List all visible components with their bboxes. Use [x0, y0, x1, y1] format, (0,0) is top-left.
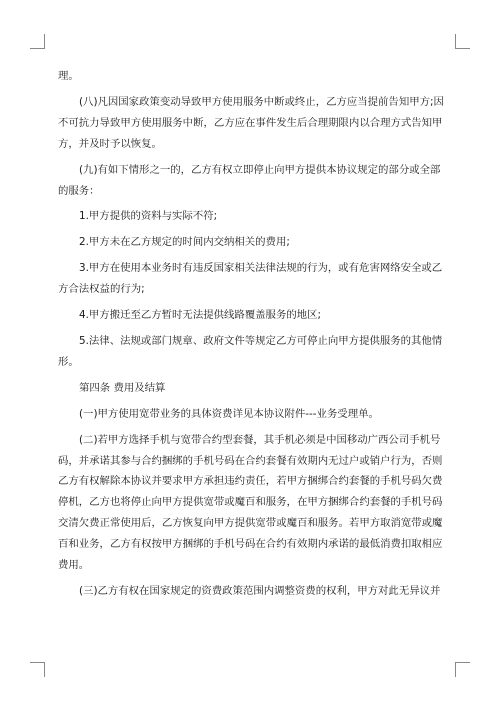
- paragraph: [58, 92, 446, 155]
- text-line: 交清欠费正常使用后，乙方恢复向甲方提供宽带或魔百和服务。若甲方取消宽带或魔: [58, 517, 443, 530]
- text-line: 乙方有权解除本协议并要求甲方承担违约责任，若甲方捆绑合约套餐的手机号码欠费: [58, 475, 443, 488]
- text-line: 5.法律、法规或部门规章、政府文件等规定乙方可停止向甲方提供服务的其他情: [79, 334, 443, 347]
- paragraph: [58, 331, 446, 373]
- text-line: 2.甲方未在乙方规定的时间内交纳相关的费用;: [79, 236, 290, 249]
- paragraph: [58, 66, 446, 87]
- text-line: (二)若甲方选择手机与宽带合约型套餐，其手机必须是中国移动广西公司手机号: [79, 433, 441, 446]
- paragraph: [58, 232, 446, 253]
- paragraph: [58, 305, 446, 326]
- paragraph: [58, 430, 446, 576]
- text-line: (九)有如下情形之一的，乙方有权立即停止向甲方提供本协议规定的部分或全部: [79, 163, 441, 176]
- text-line: 第四条 费用及结算: [79, 381, 166, 394]
- text-line: (八)凡因国家政策变动导致甲方使用服务中断或终止，乙方应当提前告知甲方;因: [79, 95, 444, 108]
- text-line: 形。: [58, 355, 79, 368]
- paragraph: [58, 206, 446, 227]
- crop-mark-top-right: [455, 34, 470, 49]
- text-line: 方，并及时予以恢复。: [58, 137, 162, 150]
- paragraph: [58, 404, 446, 425]
- document-body: [58, 66, 446, 602]
- text-line: 停机，乙方也将停止向甲方提供宽带或魔百和服务，在甲方捆绑合约套餐的手机号码: [58, 496, 443, 509]
- crop-mark-bottom-right: [455, 662, 470, 677]
- text-line: 方合法权益的行为;: [58, 283, 145, 296]
- crop-mark-bottom-left: [30, 662, 45, 677]
- paragraph: [58, 378, 446, 399]
- text-line: 理。: [58, 70, 79, 82]
- text-line: 码，并承诺其参与合约捆绑的手机号码在合约套餐有效期内无过户或销户行为，否则: [58, 454, 443, 467]
- text-line: 3.甲方在使用本业务时有违反国家相关法律法规的行为，或有危害网络安全或乙: [79, 262, 443, 275]
- paragraph: [58, 581, 446, 602]
- text-line: 不可抗力导致甲方使用服务中断，乙方应在事件发生后合理期限内以合理方式告知甲: [58, 116, 443, 129]
- text-line: 1.甲方提供的资料与实际不符;: [79, 210, 218, 223]
- paragraph: [58, 160, 446, 202]
- text-line: 的服务：: [58, 184, 100, 197]
- text-line: 百和业务，乙方有权按甲方捆绑的手机号码在合约有效期内承诺的最低消费扣取相应: [58, 538, 443, 551]
- paragraph: [58, 258, 446, 300]
- crop-mark-top-left: [30, 34, 45, 49]
- text-line: (一)甲方使用宽带业务的具体资费详见本协议附件---业务受理单。: [79, 407, 379, 420]
- text-line: 4.甲方搬迁至乙方暂时无法提供线路覆盖服务的地区;: [79, 309, 322, 322]
- text-line: (三)乙方有权在国家规定的资费政策范围内调整资费的权利，甲方对此无异议并: [79, 584, 441, 597]
- text-line: 费用。: [58, 559, 90, 572]
